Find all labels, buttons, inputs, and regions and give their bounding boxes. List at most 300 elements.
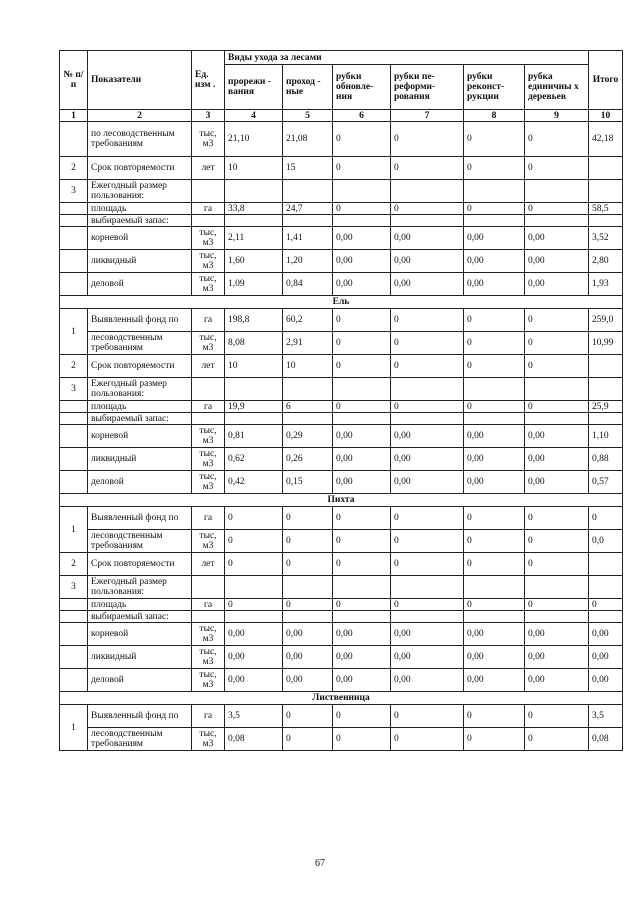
value-cell: 0 — [525, 728, 589, 751]
header-unit: Ед. изм . — [192, 51, 225, 110]
column-number: 3 — [192, 110, 225, 122]
value-cell: 0,00 — [225, 623, 283, 646]
row-number — [60, 203, 88, 215]
value-cell: 0,00 — [225, 646, 283, 669]
value-cell — [225, 215, 283, 227]
row-number — [60, 250, 88, 273]
value-cell: 0 — [525, 507, 589, 530]
value-cell: 3,5 — [589, 705, 623, 728]
forest-care-table-page — [59, 50, 622, 751]
value-cell: 0 — [464, 157, 525, 180]
value-cell: 0 — [333, 355, 391, 378]
value-cell — [283, 413, 333, 425]
value-cell — [333, 215, 391, 227]
table-row — [60, 425, 623, 448]
value-cell — [391, 378, 464, 401]
value-cell: 0,00 — [391, 273, 464, 296]
table-body — [60, 122, 623, 751]
row-number — [60, 646, 88, 669]
column-number: 7 — [391, 110, 464, 122]
forest-care-table — [59, 50, 623, 751]
indicator-cell: выбираемый запас: — [88, 215, 192, 227]
value-cell: 0,00 — [525, 273, 589, 296]
value-cell: 0 — [283, 705, 333, 728]
value-cell: 2,80 — [589, 250, 623, 273]
header-total: Итого — [589, 51, 623, 110]
value-cell: 2,11 — [225, 227, 283, 250]
value-cell — [391, 180, 464, 203]
row-number — [60, 122, 88, 157]
value-cell: 198,8 — [225, 309, 283, 332]
column-number: 4 — [225, 110, 283, 122]
value-cell: 10 — [283, 355, 333, 378]
value-cell: 0 — [283, 599, 333, 611]
row-number — [60, 413, 88, 425]
value-cell — [525, 215, 589, 227]
table-row — [60, 646, 623, 669]
value-cell: 0 — [283, 728, 333, 751]
value-cell: 0,81 — [225, 425, 283, 448]
value-cell: 0,00 — [283, 669, 333, 692]
value-cell — [391, 611, 464, 623]
value-cell — [589, 215, 623, 227]
unit-cell: тыс, м3 — [192, 448, 225, 471]
column-number: 6 — [333, 110, 391, 122]
table-row — [60, 611, 623, 623]
row-number — [60, 448, 88, 471]
unit-cell: тыс, м3 — [192, 250, 225, 273]
species-section-row — [60, 692, 623, 705]
value-cell — [283, 215, 333, 227]
value-cell: 1,60 — [225, 250, 283, 273]
value-cell: 0,00 — [464, 250, 525, 273]
unit-cell: га — [192, 401, 225, 413]
value-cell: 1,93 — [589, 273, 623, 296]
unit-cell: га — [192, 705, 225, 728]
species-section-title: Пихта — [60, 494, 623, 507]
value-cell: 0 — [391, 553, 464, 576]
indicator-cell: Срок повторяемости — [88, 355, 192, 378]
column-number: 5 — [283, 110, 333, 122]
value-cell: 0 — [525, 530, 589, 553]
table-row — [60, 507, 623, 530]
value-cell: 0 — [333, 157, 391, 180]
indicator-cell: ликвидный — [88, 448, 192, 471]
value-cell: 0,00 — [391, 425, 464, 448]
row-number: 2 — [60, 157, 88, 180]
row-number: 2 — [60, 355, 88, 378]
table-row — [60, 355, 623, 378]
header-kinds-title: Виды ухода за лесами — [225, 51, 589, 65]
value-cell: 0 — [333, 599, 391, 611]
table-row — [60, 669, 623, 692]
value-cell: 0 — [283, 530, 333, 553]
value-cell: 21,10 — [225, 122, 283, 157]
indicator-cell: Выявленный фонд по — [88, 705, 192, 728]
value-cell: 21,08 — [283, 122, 333, 157]
value-cell — [391, 576, 464, 599]
row-number — [60, 623, 88, 646]
value-cell: 0 — [525, 401, 589, 413]
table-row — [60, 553, 623, 576]
value-cell: 0 — [225, 599, 283, 611]
table-row — [60, 180, 623, 203]
value-cell: 6 — [283, 401, 333, 413]
value-cell: 1,41 — [283, 227, 333, 250]
header-indicator: Показатели — [88, 51, 192, 110]
value-cell: 259,0 — [589, 309, 623, 332]
unit-cell — [192, 413, 225, 425]
value-cell — [464, 378, 525, 401]
value-cell — [283, 611, 333, 623]
value-cell — [589, 355, 623, 378]
value-cell: 0 — [464, 553, 525, 576]
value-cell: 3,52 — [589, 227, 623, 250]
value-cell: 3,5 — [225, 705, 283, 728]
value-cell: 0,00 — [391, 669, 464, 692]
value-cell: 0 — [333, 401, 391, 413]
value-cell — [464, 413, 525, 425]
value-cell — [589, 413, 623, 425]
header-no: № п/п — [60, 51, 88, 110]
value-cell — [464, 576, 525, 599]
value-cell: 0 — [464, 122, 525, 157]
indicator-cell: по лесоводственным требованиям — [88, 122, 192, 157]
value-cell — [589, 553, 623, 576]
indicator-cell: Выявленный фонд по — [88, 507, 192, 530]
table-row — [60, 122, 623, 157]
value-cell: 58,5 — [589, 203, 623, 215]
value-cell: 24,7 — [283, 203, 333, 215]
indicator-cell: Выявленный фонд по — [88, 309, 192, 332]
value-cell — [589, 378, 623, 401]
column-number: 1 — [60, 110, 88, 122]
value-cell: 0,00 — [464, 425, 525, 448]
row-number: 2 — [60, 553, 88, 576]
value-cell: 0 — [333, 507, 391, 530]
indicator-cell: корневой — [88, 623, 192, 646]
unit-cell — [192, 611, 225, 623]
unit-cell: тыс, м3 — [192, 273, 225, 296]
table-row — [60, 378, 623, 401]
unit-cell: лет — [192, 355, 225, 378]
indicator-cell: корневой — [88, 227, 192, 250]
value-cell: 19,9 — [225, 401, 283, 413]
value-cell: 0 — [391, 332, 464, 355]
indicator-cell: Срок повторяемости — [88, 157, 192, 180]
value-cell — [525, 378, 589, 401]
value-cell: 0,00 — [525, 669, 589, 692]
value-cell: 1,10 — [589, 425, 623, 448]
table-row — [60, 273, 623, 296]
indicator-cell: деловой — [88, 273, 192, 296]
value-cell: 0,00 — [464, 471, 525, 494]
value-cell — [525, 413, 589, 425]
value-cell: 0 — [391, 705, 464, 728]
value-cell: 0 — [525, 599, 589, 611]
value-cell: 15 — [283, 157, 333, 180]
column-number: 2 — [88, 110, 192, 122]
value-cell: 0,00 — [525, 646, 589, 669]
value-cell — [333, 378, 391, 401]
value-cell — [283, 576, 333, 599]
value-cell: 0,00 — [589, 669, 623, 692]
row-number: 3 — [60, 378, 88, 401]
value-cell: 42,18 — [589, 122, 623, 157]
value-cell: 60,2 — [283, 309, 333, 332]
value-cell: 0 — [225, 507, 283, 530]
value-cell: 0 — [464, 728, 525, 751]
indicator-cell: Ежегодный размер пользования: — [88, 180, 192, 203]
value-cell: 0 — [464, 599, 525, 611]
value-cell: 2,91 — [283, 332, 333, 355]
value-cell: 0 — [464, 332, 525, 355]
indicator-cell: ликвидный — [88, 250, 192, 273]
value-cell — [333, 180, 391, 203]
table-row — [60, 623, 623, 646]
value-cell: 0 — [391, 157, 464, 180]
value-cell — [464, 215, 525, 227]
value-cell: 0,00 — [525, 250, 589, 273]
indicator-cell: деловой — [88, 471, 192, 494]
value-cell: 0 — [333, 203, 391, 215]
value-cell — [333, 413, 391, 425]
value-cell — [589, 611, 623, 623]
value-cell: 0 — [333, 553, 391, 576]
value-cell: 0 — [391, 401, 464, 413]
table-row — [60, 530, 623, 553]
value-cell — [464, 611, 525, 623]
unit-cell: тыс, м3 — [192, 425, 225, 448]
value-cell: 0 — [525, 705, 589, 728]
value-cell: 0 — [283, 507, 333, 530]
value-cell — [464, 180, 525, 203]
unit-cell: тыс, м3 — [192, 227, 225, 250]
value-cell — [525, 611, 589, 623]
value-cell: 0 — [333, 122, 391, 157]
value-cell: 0,00 — [464, 669, 525, 692]
indicator-cell: выбираемый запас: — [88, 611, 192, 623]
value-cell: 0 — [391, 122, 464, 157]
value-cell: 0 — [391, 507, 464, 530]
header-kind: рубки пе- реформи- рования — [391, 65, 464, 110]
value-cell — [391, 413, 464, 425]
header-kind: проход - ные — [283, 65, 333, 110]
value-cell: 0 — [464, 203, 525, 215]
row-number — [60, 669, 88, 692]
value-cell: 0 — [589, 507, 623, 530]
table-row — [60, 471, 623, 494]
unit-cell: га — [192, 203, 225, 215]
unit-cell — [192, 378, 225, 401]
value-cell: 0,00 — [283, 623, 333, 646]
value-cell: 0,00 — [391, 448, 464, 471]
header-kind: рубки реконст- рукции — [464, 65, 525, 110]
value-cell: 0,00 — [333, 227, 391, 250]
value-cell: 0 — [589, 599, 623, 611]
value-cell: 0,00 — [391, 471, 464, 494]
value-cell: 10,99 — [589, 332, 623, 355]
value-cell: 0,08 — [225, 728, 283, 751]
indicator-cell: Ежегодный размер пользования: — [88, 576, 192, 599]
species-section-row — [60, 296, 623, 309]
species-section-title: Ель — [60, 296, 623, 309]
table-row — [60, 413, 623, 425]
column-number-row — [60, 110, 623, 122]
value-cell — [225, 576, 283, 599]
value-cell: 0 — [464, 507, 525, 530]
header-kind: прорежи - вания — [225, 65, 283, 110]
indicator-cell: лесоводственным требованиям — [88, 332, 192, 355]
value-cell: 0,00 — [333, 646, 391, 669]
indicator-cell: Ежегодный размер пользования: — [88, 378, 192, 401]
value-cell — [589, 576, 623, 599]
value-cell: 0 — [391, 309, 464, 332]
value-cell: 0,00 — [225, 669, 283, 692]
value-cell — [589, 157, 623, 180]
value-cell — [333, 576, 391, 599]
value-cell: 0 — [525, 157, 589, 180]
value-cell: 0 — [391, 203, 464, 215]
value-cell: 0,00 — [464, 448, 525, 471]
species-section-title: Лиственница — [60, 692, 623, 705]
value-cell: 0,00 — [391, 623, 464, 646]
row-number: 1 — [60, 507, 88, 553]
row-number — [60, 273, 88, 296]
value-cell: 10 — [225, 157, 283, 180]
value-cell — [589, 180, 623, 203]
row-number: 1 — [60, 309, 88, 355]
table-row — [60, 728, 623, 751]
row-number — [60, 215, 88, 227]
value-cell: 0,00 — [283, 646, 333, 669]
value-cell — [391, 215, 464, 227]
row-number: 1 — [60, 705, 88, 751]
value-cell: 0 — [525, 355, 589, 378]
value-cell: 0 — [391, 530, 464, 553]
value-cell: 25,9 — [589, 401, 623, 413]
value-cell: 0,42 — [225, 471, 283, 494]
value-cell: 0 — [525, 553, 589, 576]
table-row — [60, 705, 623, 728]
value-cell: 0 — [391, 728, 464, 751]
table-row — [60, 215, 623, 227]
unit-cell: лет — [192, 157, 225, 180]
value-cell: 1,20 — [283, 250, 333, 273]
value-cell: 0 — [525, 122, 589, 157]
value-cell: 0,0 — [589, 530, 623, 553]
value-cell — [225, 413, 283, 425]
row-number — [60, 425, 88, 448]
table-row — [60, 250, 623, 273]
page-number: 67 — [315, 858, 325, 869]
unit-cell — [192, 576, 225, 599]
value-cell: 0,00 — [589, 623, 623, 646]
indicator-cell: Срок повторяемости — [88, 553, 192, 576]
table-row — [60, 401, 623, 413]
value-cell: 0,00 — [391, 646, 464, 669]
value-cell: 0 — [225, 530, 283, 553]
value-cell: 0,00 — [464, 227, 525, 250]
unit-cell: тыс, м3 — [192, 728, 225, 751]
row-number — [60, 599, 88, 611]
table-row — [60, 227, 623, 250]
value-cell: 0,00 — [333, 250, 391, 273]
unit-cell: га — [192, 599, 225, 611]
row-number — [60, 471, 88, 494]
value-cell: 0,15 — [283, 471, 333, 494]
value-cell: 0,00 — [464, 273, 525, 296]
value-cell: 8,08 — [225, 332, 283, 355]
value-cell: 0,08 — [589, 728, 623, 751]
column-number: 10 — [589, 110, 623, 122]
value-cell: 0,00 — [391, 227, 464, 250]
unit-cell: тыс, м3 — [192, 530, 225, 553]
value-cell: 0 — [464, 309, 525, 332]
unit-cell: га — [192, 309, 225, 332]
table-row — [60, 576, 623, 599]
unit-cell: тыс, м3 — [192, 669, 225, 692]
value-cell: 0 — [391, 599, 464, 611]
value-cell: 0 — [333, 332, 391, 355]
value-cell: 0,88 — [589, 448, 623, 471]
indicator-cell: выбираемый запас: — [88, 413, 192, 425]
value-cell: 0 — [225, 553, 283, 576]
row-number — [60, 401, 88, 413]
indicator-cell: площадь — [88, 599, 192, 611]
table-row — [60, 203, 623, 215]
indicator-cell: лесоводственным требованиям — [88, 728, 192, 751]
table-row — [60, 332, 623, 355]
unit-cell: га — [192, 507, 225, 530]
value-cell: 0 — [333, 728, 391, 751]
value-cell: 0,00 — [464, 623, 525, 646]
value-cell: 0 — [333, 530, 391, 553]
value-cell — [225, 611, 283, 623]
value-cell — [225, 180, 283, 203]
value-cell: 0,00 — [525, 623, 589, 646]
value-cell: 0 — [283, 553, 333, 576]
column-number: 8 — [464, 110, 525, 122]
value-cell: 0 — [464, 530, 525, 553]
value-cell — [525, 576, 589, 599]
value-cell: 0 — [391, 355, 464, 378]
value-cell: 0,62 — [225, 448, 283, 471]
unit-cell: тыс, м3 — [192, 122, 225, 157]
row-number: 3 — [60, 576, 88, 599]
indicator-cell: ликвидный — [88, 646, 192, 669]
indicator-cell: площадь — [88, 401, 192, 413]
unit-cell: тыс, м3 — [192, 646, 225, 669]
unit-cell: лет — [192, 553, 225, 576]
unit-cell — [192, 180, 225, 203]
table-row — [60, 157, 623, 180]
value-cell: 33,8 — [225, 203, 283, 215]
value-cell: 10 — [225, 355, 283, 378]
value-cell — [525, 180, 589, 203]
header-kind: рубки обновле- ния — [333, 65, 391, 110]
table-row — [60, 599, 623, 611]
value-cell: 0 — [525, 332, 589, 355]
value-cell: 1,09 — [225, 273, 283, 296]
unit-cell: тыс, м3 — [192, 471, 225, 494]
value-cell: 0,00 — [525, 227, 589, 250]
row-number: 3 — [60, 180, 88, 203]
value-cell: 0 — [464, 355, 525, 378]
table-row — [60, 309, 623, 332]
value-cell: 0,00 — [333, 471, 391, 494]
header-kind: рубка единичны х деревьев — [525, 65, 589, 110]
